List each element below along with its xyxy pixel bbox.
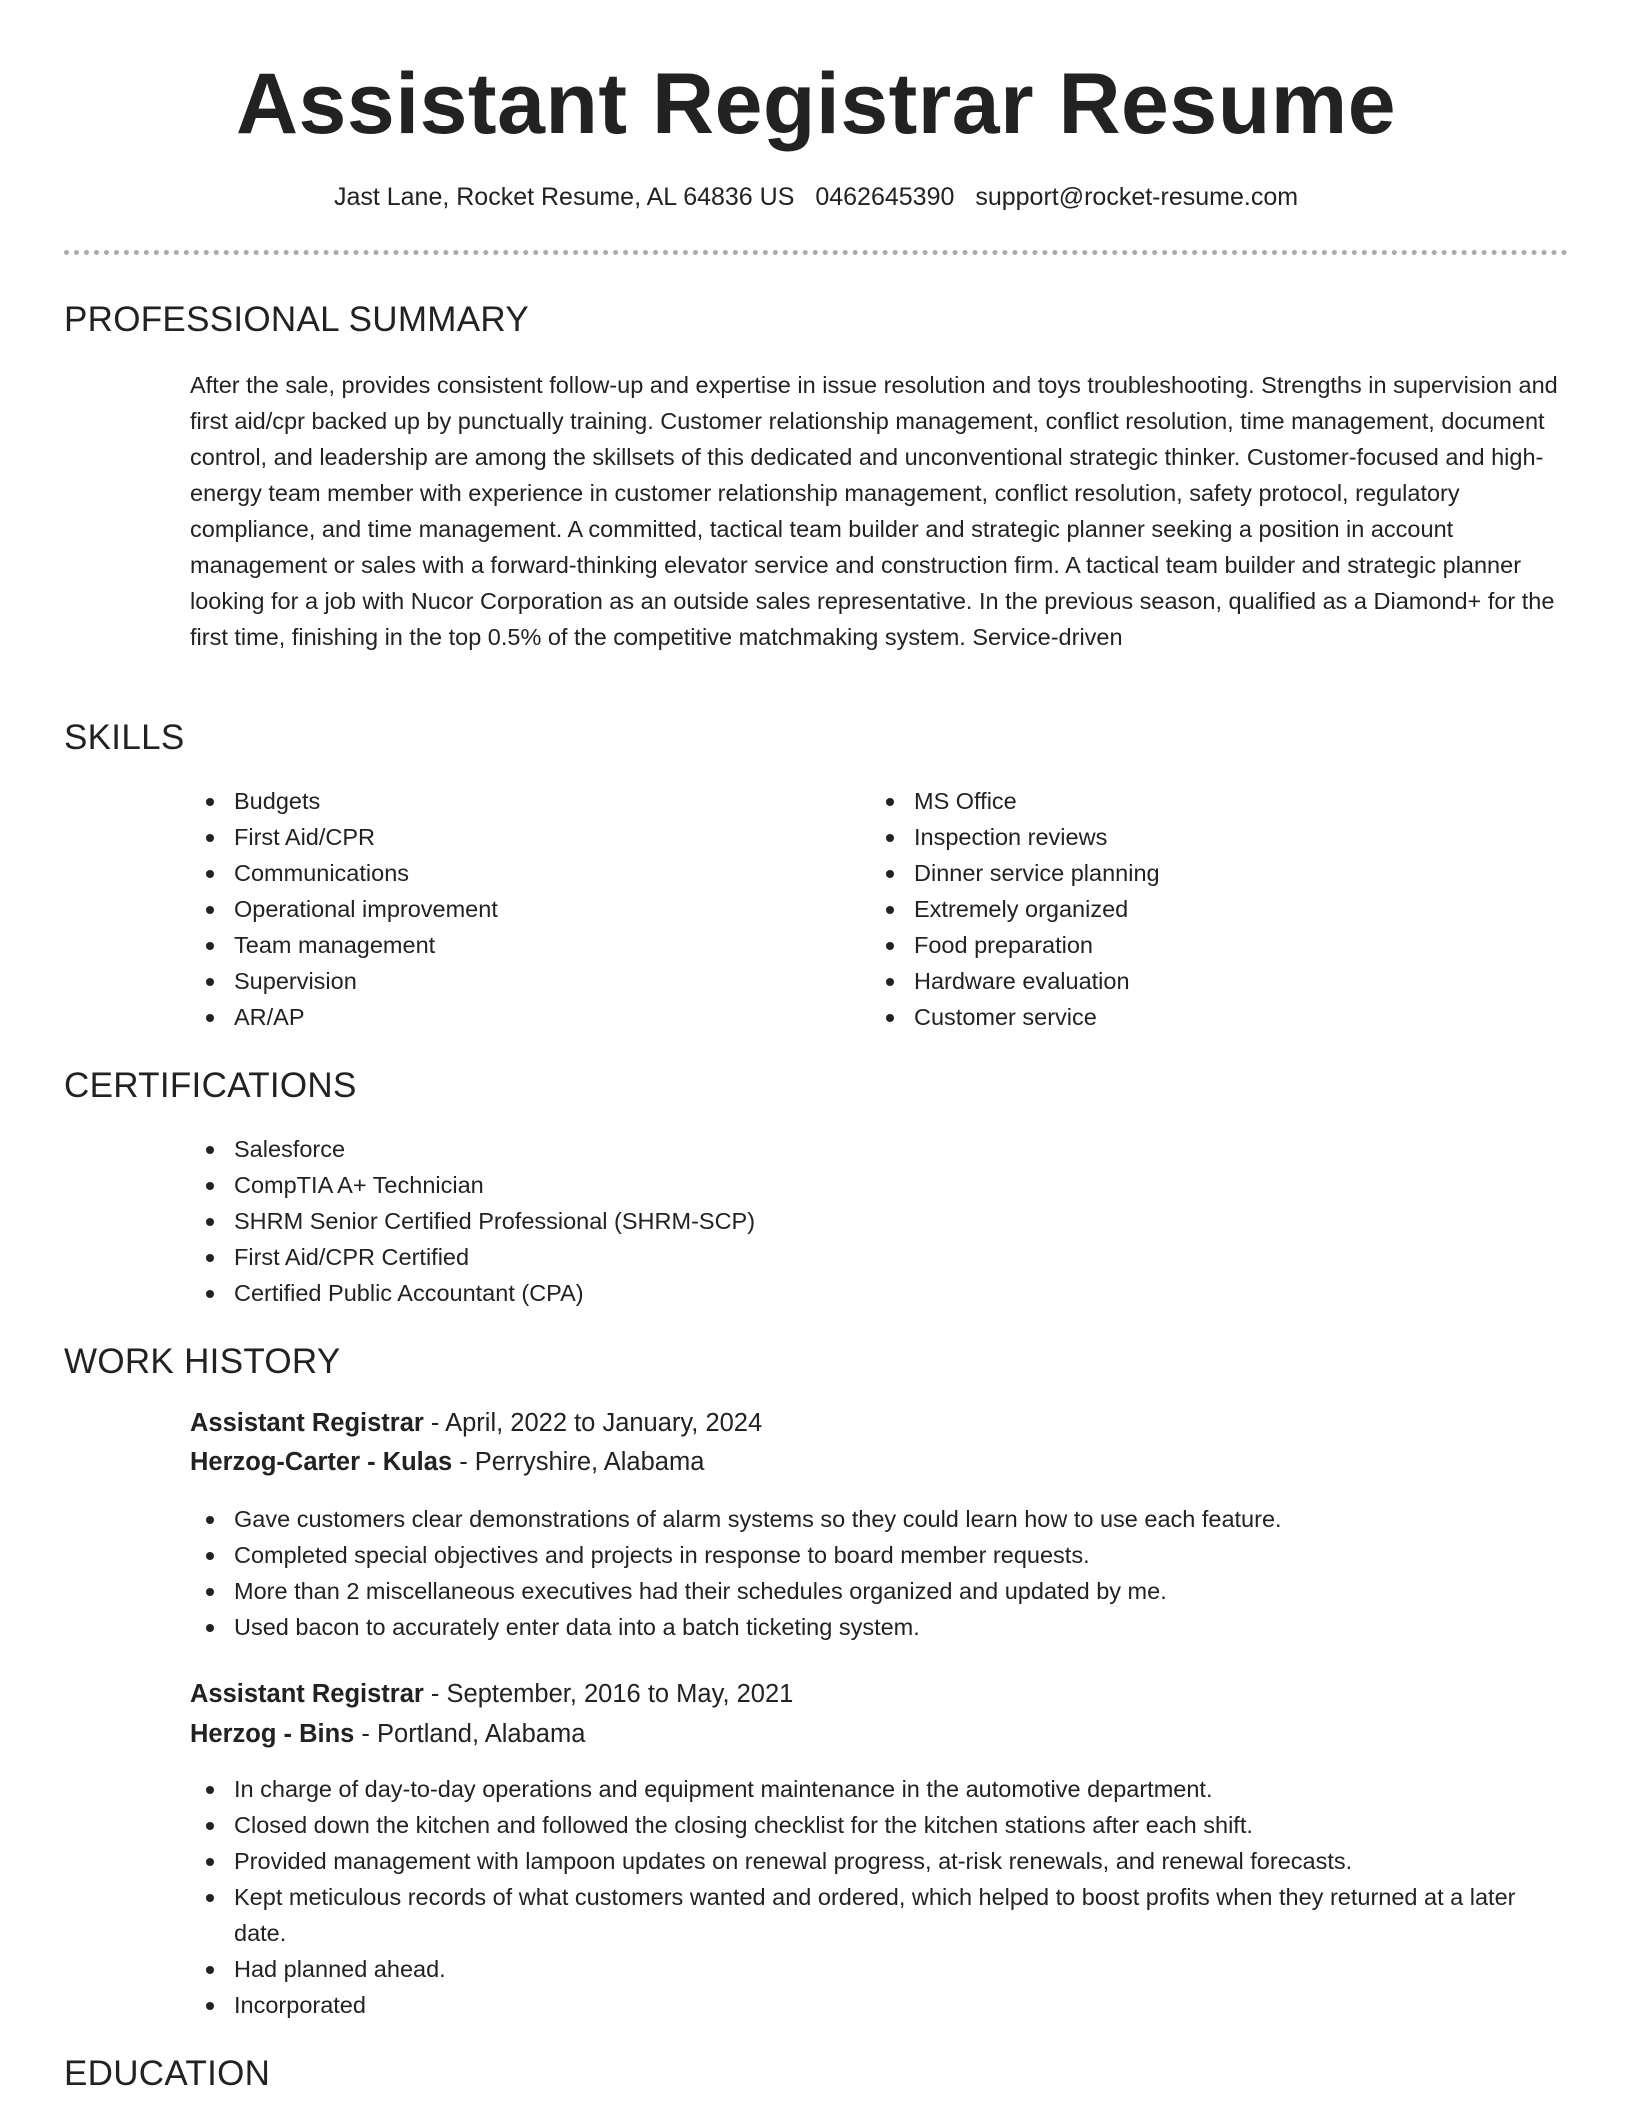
job-title: Assistant Registrar: [190, 1680, 424, 1708]
skill-item: AR/AP: [190, 999, 830, 1035]
job-title: Assistant Registrar: [190, 1409, 424, 1437]
job-bullet: Had planned ahead.: [190, 1951, 1570, 1987]
job-title-line: [190, 1409, 762, 1438]
skill-item: Budgets: [190, 783, 830, 819]
skills-list-left: [190, 783, 830, 1035]
job-company: Herzog - Bins: [190, 1720, 355, 1748]
certification-item: Salesforce: [190, 1131, 1490, 1167]
skill-item: Customer service: [870, 999, 1510, 1035]
certification-item: CompTIA A+ Technician: [190, 1167, 1490, 1203]
job-bullet: More than 2 miscellaneous executives had their schedules organized and updated by me.: [190, 1573, 1570, 1609]
job-location: - Portland, Alabama: [354, 1720, 586, 1748]
section-heading-work-history: WORK HISTORY: [64, 1342, 341, 1381]
contact-email: support@rocket-resume.com: [975, 183, 1299, 211]
skill-item: First Aid/CPR: [190, 819, 830, 855]
job-dates: - April, 2022 to January, 2024: [423, 1409, 763, 1437]
job-bullet: Gave customers clear demonstrations of alarm systems so they could learn how to use each feature.: [190, 1501, 1570, 1537]
job-title-line: [190, 1680, 793, 1709]
job-bullet: Incorporated: [190, 1987, 1570, 2023]
section-heading-skills: SKILLS: [64, 718, 185, 757]
job-bullet: In charge of day-to-day operations and equipment maintenance in the automotive department.: [190, 1771, 1570, 1807]
skill-item: MS Office: [870, 783, 1510, 819]
section-heading-education: EDUCATION: [64, 2054, 271, 2093]
resume-title: Assistant Registrar Resume: [235, 56, 1397, 152]
header-divider: [64, 250, 1568, 255]
job-company-line: [190, 1448, 704, 1477]
certification-item: Certified Public Accountant (CPA): [190, 1275, 1490, 1311]
job-company: Herzog-Carter - Kulas: [190, 1448, 453, 1476]
skill-item: Operational improvement: [190, 891, 830, 927]
skill-item: Extremely organized: [870, 891, 1510, 927]
skill-item: Food preparation: [870, 927, 1510, 963]
certifications-list: [190, 1131, 1490, 1311]
certification-item: First Aid/CPR Certified: [190, 1239, 1490, 1275]
job-bullet: Completed special objectives and projects in response to board member requests.: [190, 1537, 1570, 1573]
job-bullet: Used bacon to accurately enter data into a batch ticketing system.: [190, 1609, 1570, 1645]
contact-phone: 0462645390: [815, 183, 955, 211]
skill-item: Inspection reviews: [870, 819, 1510, 855]
job-bullet: Provided management with lampoon updates on renewal progress, at-risk renewals, and renewal forecasts.: [190, 1843, 1570, 1879]
job-location: - Perryshire, Alabama: [452, 1448, 705, 1476]
skill-item: Team management: [190, 927, 830, 963]
job-bullet: Closed down the kitchen and followed the closing checklist for the kitchen stations after each shift.: [190, 1807, 1570, 1843]
contact-address: Jast Lane, Rocket Resume, AL 64836 US: [333, 183, 795, 211]
job-company-line: [190, 1720, 585, 1749]
skill-item: Supervision: [190, 963, 830, 999]
job-bullets: [190, 1501, 1570, 1645]
job-bullet: Kept meticulous records of what customers wanted and ordered, which helped to boost profits when they returned at a later date.: [190, 1879, 1570, 1951]
skill-item: Dinner service planning: [870, 855, 1510, 891]
contact-line: [0, 183, 1632, 212]
section-heading-summary: PROFESSIONAL SUMMARY: [64, 300, 529, 339]
certification-item: SHRM Senior Certified Professional (SHRM-SCP): [190, 1203, 1490, 1239]
skill-item: Hardware evaluation: [870, 963, 1510, 999]
job-bullets: [190, 1771, 1570, 2023]
skills-list-right: [870, 783, 1510, 1035]
summary-text: After the sale, provides consistent follow-up and expertise in issue resolution and toys troubleshooting. Strengths in supervision and first aid/cpr backed up by punctually training. Customer relationship management, conflict resolution, time management, document control, and leadership are among the skillsets of this dedicated and unconventional strategic thinker. Customer-focused and high-energy team member with experience in customer relationship management, conflict resolution, safety protocol, regulatory compliance, and time management. A committed, tactical team builder and strategic planner seeking a position in account management or sales with a forward-thinking elevator service and construction firm. A tactical team builder and strategic planner looking for a job with Nucor Corporation as an outside sales representative. In the previous season, qualified as a Diamond+ for the first time, finishing in the top 0.5% of the competitive matchmaking system. Service-driven: [190, 372, 1558, 650]
job-dates: - September, 2016 to May, 2021: [423, 1680, 794, 1708]
section-heading-certifications: CERTIFICATIONS: [64, 1066, 357, 1105]
skill-item: Communications: [190, 855, 830, 891]
